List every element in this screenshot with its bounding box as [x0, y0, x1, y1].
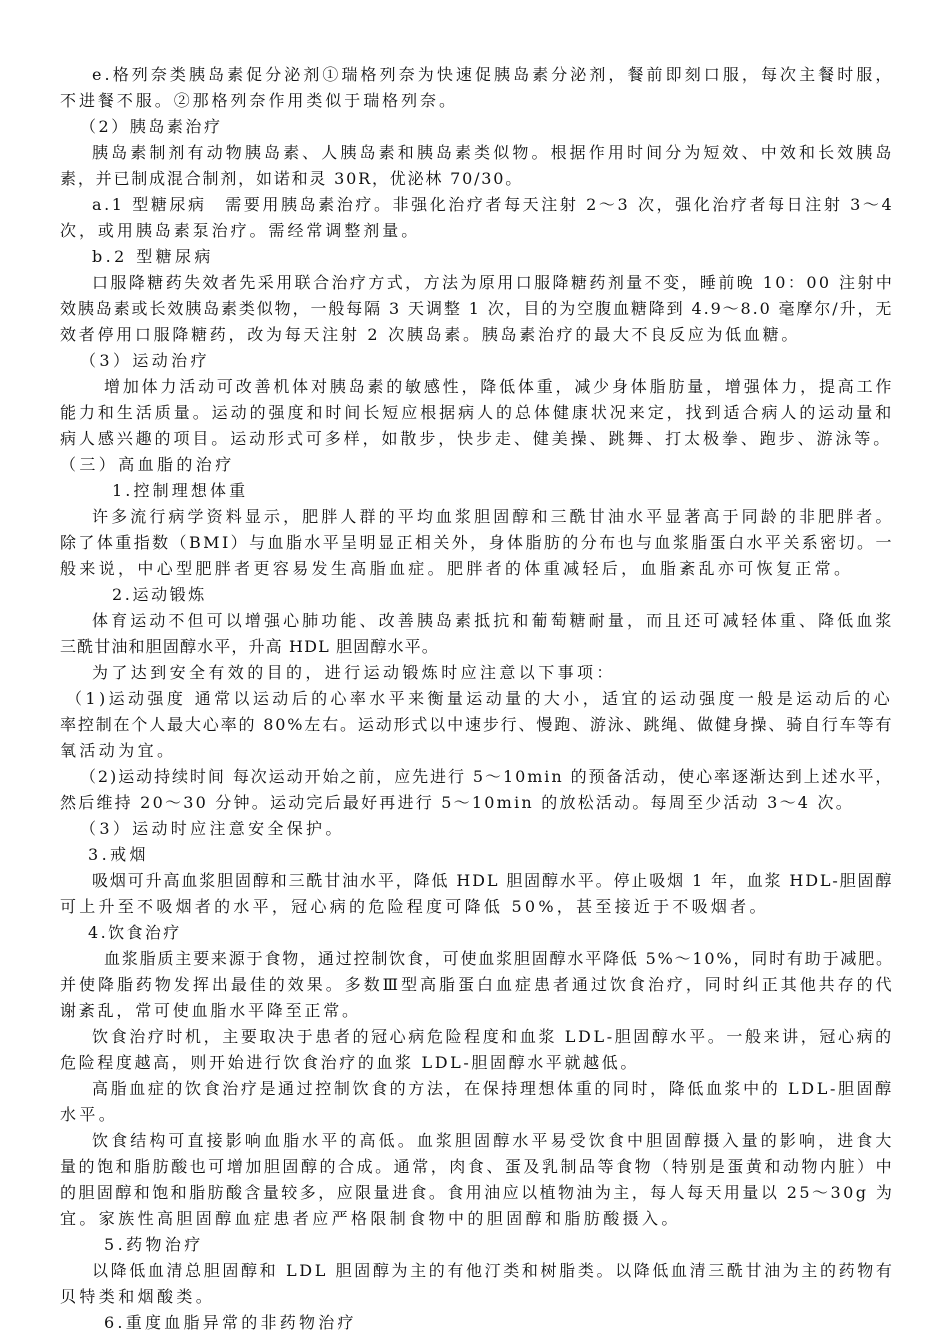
text-line: 吸烟可升高血浆胆固醇和三酰甘油水平，降低 HDL 胆固醇水平。停止吸烟 1 年，血浆 HDL-胆固醇: [92, 871, 894, 890]
text-line: 高脂血症的饮食治疗是通过控制饮食的方法，在保持理想体重的同时，降低血浆中的 LDL-胆固醇: [92, 1079, 894, 1098]
text-line: 可上升至不吸烟者的水平，冠心病的危险程度可降低 50%，甚至接近于不吸烟者。: [60, 897, 769, 916]
text-line: 体育运动不但可以增强心肺功能、改善胰岛素抵抗和葡萄糖耐量，而且还可减轻体重、降低血浆: [92, 611, 895, 630]
text-line: 许多流行病学资料显示，肥胖人群的平均血浆胆固醇和三酰甘油水平显著高于同龄的非肥胖者。: [92, 507, 895, 526]
text-line: 饮食治疗时机，主要取决于患者的冠心病危险程度和血浆 LDL-胆固醇水平。一般来讲，冠心病的: [92, 1027, 894, 1046]
text-line: 量的饱和脂肪酸也可增加胆固醇的合成。通常，肉食、蛋及乳制品等食物（特别是蛋黄和动物内脏）中: [60, 1157, 895, 1176]
section-heading: 5.药物治疗: [104, 1235, 204, 1254]
text-line: 口服降糖药失效者先采用联合治疗方式，方法为原用口服降糖药剂量不变，睡前晚 10：00 注射中: [92, 273, 895, 292]
text-line: （3）运动时应注意安全保护。: [80, 819, 345, 838]
text-line: 饮食结构可直接影响血脂水平的高低。血浆胆固醇水平易受饮食中胆固醇摄入量的影响，进食大: [92, 1131, 895, 1150]
text-line: 效胰岛素或长效胰岛素类似物，一般每隔 3 天调整 1 次，目的为空腹血糖降到 4.9～8.0 毫摩尔/升，无: [60, 299, 894, 318]
section-heading: （三）高血脂的治疗: [60, 455, 235, 474]
text-line: （1)运动强度 通常以运动后的心率水平来衡量运动量的大小，适宜的运动强度一般是运动后的心: [66, 689, 894, 708]
text-line: 除了体重指数（BMI）与血脂水平呈明显正相关外，身体脂肪的分布也与血浆脂蛋白水平关系密切。一: [60, 533, 894, 552]
section-heading: 6.重度血脂异常的非药物治疗: [104, 1313, 357, 1332]
text-line: 宜。家族性高胆固醇血症患者应严格限制食物中的胆固醇和脂肪酸摄入。: [60, 1209, 681, 1228]
section-heading: 3.戒烟: [88, 845, 149, 864]
text-line: 增加体力活动可改善机体对胰岛素的敏感性，降低体重，减少身体脂肪量，增强体力，提高工作: [104, 377, 895, 396]
section-heading: 4.饮食治疗: [88, 923, 182, 942]
text-line: 的胆固醇和饱和脂肪酸含量较多，应限量进食。食用油应以植物油为主，每人每天用量以 25～30g 为: [60, 1183, 895, 1202]
text-line: 效者停用口服降糖药，改为每天注射 2 次胰岛素。胰岛素治疗的最大不良反应为低血糖。: [60, 325, 801, 344]
text-line: 般来说，中心型肥胖者更容易发生高脂血症。肥胖者的体重减轻后，血脂紊乱亦可恢复正常。: [60, 559, 854, 578]
text-line: 氧活动为宜。: [60, 741, 177, 760]
text-line: 胰岛素制剂有动物胰岛素、人胰岛素和胰岛素类似物。根据作用时间分为短效、中效和长效胰岛: [92, 143, 895, 162]
text-line: （2)运动持续时间 每次运动开始之前，应先进行 5～10min 的预备活动，使心率逐渐达到上述水平，: [80, 767, 894, 786]
section-heading: 2.运动锻炼: [112, 585, 207, 604]
text-line: 血浆脂质主要来源于食物，通过控制饮食，可使血浆胆固醇水平降低 5%～10%，同时有助于减肥。: [104, 949, 894, 968]
text-line: 不进餐不服。②那格列奈作用类似于瑞格列奈。: [60, 91, 458, 110]
text-line: 为了达到安全有效的目的，进行运动锻炼时应注意以下事项：: [92, 663, 616, 682]
section-heading: 1.控制理想体重: [112, 481, 249, 500]
text-line: 以降低血清总胆固醇和 LDL 胆固醇为主的有他汀类和树脂类。以降低血清三酰甘油为主的药物有: [92, 1261, 895, 1280]
text-line: 次，或用胰岛素泵治疗。需经常调整剂量。: [60, 221, 421, 240]
section-heading: （3）运动治疗: [80, 351, 210, 370]
text-line: 病人感兴趣的项目。运动形式可多样，如散步，快步走、健美操、跳舞、打太极拳、跑步、游泳等。: [60, 429, 893, 448]
text-line: 水平。: [60, 1105, 119, 1124]
text-line: e.格列奈类胰岛素促分泌剂①瑞格列奈为快速促胰岛素分泌剂，餐前即刻口服，每次主餐时服，: [92, 65, 895, 84]
text-line: 危险程度越高，则开始进行饮食治疗的血浆 LDL-胆固醇水平就越低。: [60, 1053, 639, 1072]
section-heading: （2）胰岛素治疗: [80, 117, 223, 136]
text-line: 并使降脂药物发挥出最佳的效果。多数Ⅲ型高脂蛋白血症患者通过饮食治疗，同时纠正其他共存的代: [60, 975, 895, 994]
text-line: 谢紊乱，常可使血脂水平降至正常。: [60, 1001, 361, 1020]
text-line: 贝特类和烟酸类。: [60, 1287, 216, 1306]
section-heading: b.2 型糖尿病: [92, 247, 214, 266]
text-line: a.1 型糖尿病 需要用胰岛素治疗。非强化治疗者每天注射 2～3 次，强化治疗者每日注射 3～4: [92, 195, 895, 214]
text-line: 然后维持 20～30 分钟。运动完后最好再进行 5～10min 的放松活动。每周至少活动 3～4 次。: [60, 793, 854, 812]
text-line: 素，并已制成混合制剂，如诺和灵 30R，优泌林 70/30。: [60, 169, 524, 188]
text-line: 能力和生活质量。运动的强度和时间长短应根据病人的总体健康状况来定，找到适合病人的运动量和: [60, 403, 895, 422]
text-line: 率控制在个人最大心率的 80%左右。运动形式以中速步行、慢跑、游泳、跳绳、做健身操、骑自行车等有: [60, 715, 894, 734]
text-line: 三酰甘油和胆固醇水平，升高 HDL 胆固醇水平。: [60, 637, 439, 656]
